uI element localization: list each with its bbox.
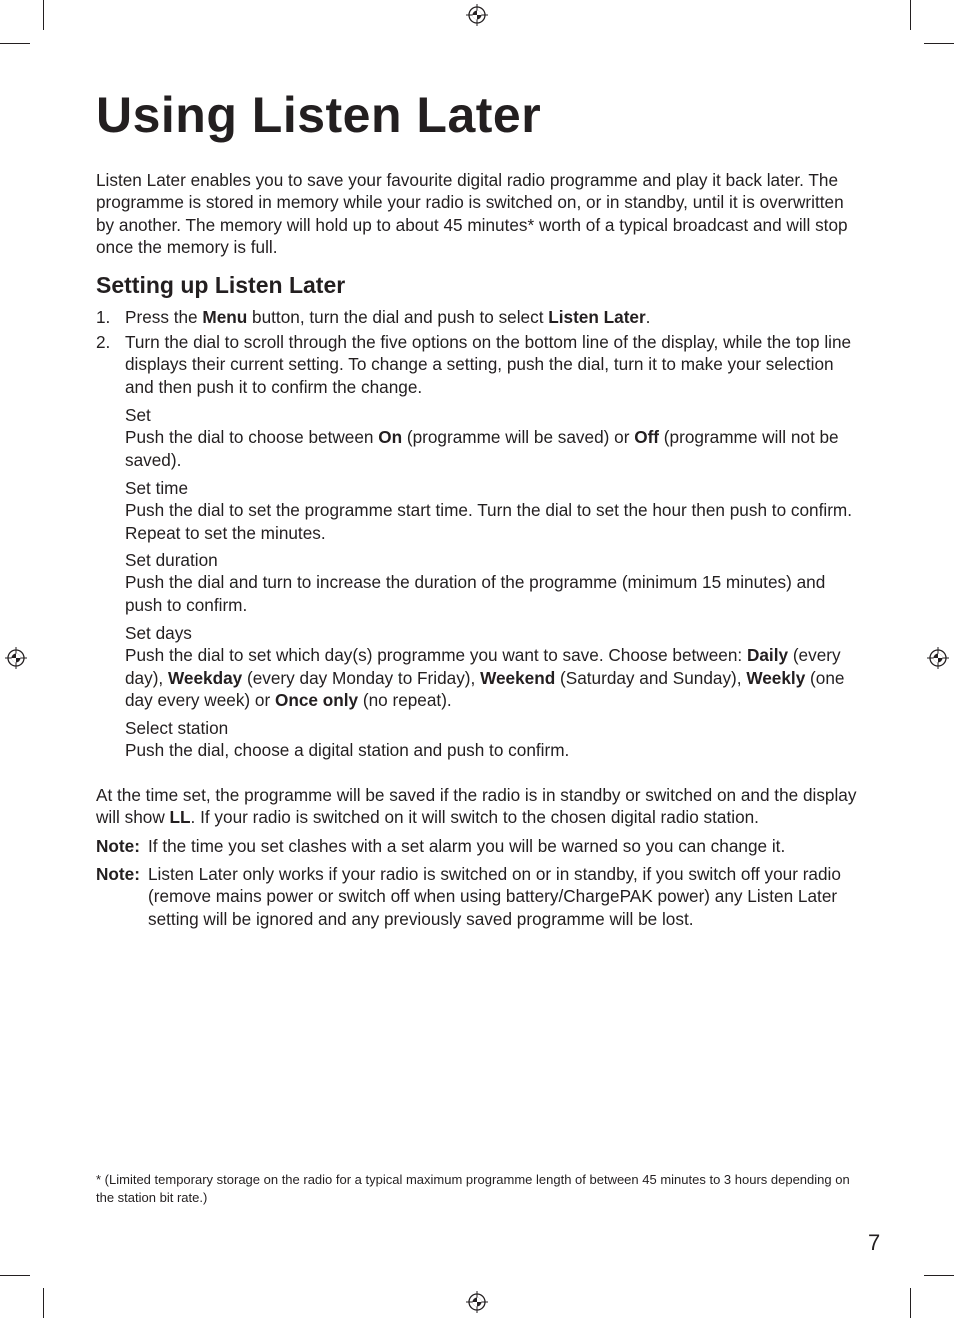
option-title: Set time — [125, 478, 189, 498]
note-label: Note: — [96, 864, 140, 884]
intro-paragraph: Listen Later enables you to save your favourite digital radio programme and play it back later. The programme is stored in memory while your radio is switched on, or in standby, until it is overwritten by another. The memory will hold up to about 45 minutes* worth of a typical broadcast and will stop once the memory is full. — [96, 170, 848, 258]
option-text: Push the dial to set which day(s) programme you want to save. Choose between: Daily (every day), Weekday (every day Monday to Friday), Weekend (Saturday and Sunday), Weekly (one day every week) or Once only (no repeat). — [125, 645, 845, 711]
crop-mark — [910, 0, 911, 30]
list-text: Turn the dial to scroll through the five options on the bottom line of the display, while the top line displays their current setting. To change a setting, push the dial, turn it to make your selection and then push it to confirm the change. — [125, 332, 852, 397]
option-title: Set days — [125, 623, 192, 643]
option-set-duration — [125, 549, 865, 616]
closing-paragraph: At the time set, the programme will be saved if the radio is in standby or switched on and the display will show LL. If your radio is switched on it will switch to the chosen digital radio station. — [96, 785, 857, 828]
note-text: If the time you set clashes with a set alarm you will be warned so you can change it. — [148, 836, 786, 856]
crop-mark — [43, 1288, 44, 1318]
registration-mark-icon — [466, 1291, 488, 1313]
option-text: Push the dial and turn to increase the duration of the programme (minimum 15 minutes) and push to confirm. — [125, 572, 826, 615]
crop-mark — [0, 43, 30, 44]
crop-mark — [924, 43, 954, 44]
option-set-time — [125, 477, 865, 544]
option-title: Set — [125, 405, 151, 425]
option-set — [125, 404, 865, 471]
option-set-days — [125, 622, 865, 712]
crop-mark — [910, 1288, 911, 1318]
page-title: Using Listen Later — [96, 87, 542, 143]
note-text: Listen Later only works if your radio is switched on or in standby, if you switch off your radio (remove mains power or switch off when using battery/ChargePAK power) any Listen Later setting will be ignored and any previously saved programme will be lost. — [148, 864, 841, 929]
registration-mark-icon — [466, 4, 488, 26]
option-text: Push the dial, choose a digital station and push to confirm. — [125, 740, 570, 761]
option-title: Set duration — [125, 550, 218, 570]
list-number: 2. — [96, 332, 111, 352]
footnote: * (Limited temporary storage on the radio for a typical maximum programme length of between 45 minutes to 3 hours depending on the station bit rate.) — [96, 1172, 850, 1205]
list-number: 1. — [96, 307, 111, 327]
page-number: 7 — [868, 1230, 881, 1255]
note-label: Note: — [96, 836, 140, 856]
crop-mark — [0, 1275, 30, 1276]
section-heading: Setting up Listen Later — [96, 272, 346, 298]
option-select-station — [125, 717, 865, 762]
option-text: Push the dial to set the programme start time. Turn the dial to set the hour then push to confirm. Repeat to set the minutes. — [125, 500, 853, 543]
option-title: Select station — [125, 718, 229, 738]
list-text: Press the Menu button, turn the dial and push to select Listen Later. — [125, 307, 651, 327]
crop-mark — [43, 0, 44, 30]
option-text: Push the dial to choose between On (programme will be saved) or Off (programme will not be saved). — [125, 427, 839, 470]
crop-mark — [924, 1275, 954, 1276]
registration-mark-icon — [5, 647, 27, 669]
registration-mark-icon — [927, 647, 949, 669]
